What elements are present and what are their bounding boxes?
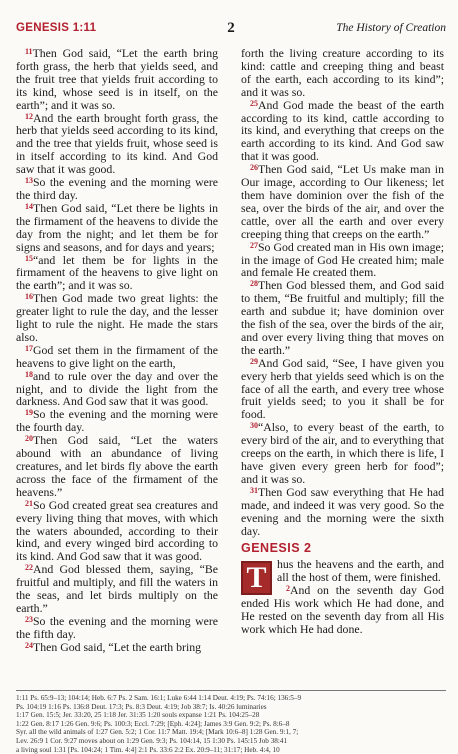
verse-number: 13 xyxy=(25,176,33,186)
verse-number: 30 xyxy=(250,421,258,431)
verse-number: 15 xyxy=(25,253,33,263)
verse-number: 11 xyxy=(25,47,33,56)
verse-text: So God created man in His own image; in the image of God He created him; male and female He created them. xyxy=(241,239,444,280)
verse-text: Then God blessed them, and God said to them, “Be fruitful and multiply; fill the earth and subdue it; have dominion over the fish of the sea, over the birds of the air, and over every living thing that moves on the earth.” xyxy=(241,278,444,357)
verse xyxy=(241,421,444,486)
verse-number: 17 xyxy=(25,343,33,353)
verse-number: 19 xyxy=(25,408,33,418)
verse-text: And on the seventh day God ended His work which He had done, and He rested on the seventh day from all His work which He had done. xyxy=(241,583,444,636)
verse xyxy=(16,202,218,254)
section-title: The History of Creation xyxy=(336,22,446,34)
verse-text: And God made the beast of the earth according to its kind, cattle according to its kind, and everything that creeps on the earth according to its kind. And God saw that it was good. xyxy=(241,97,444,164)
verse-text: And God said, “See, I have given you every herb that yields seed which is on the face of all the earth, and every tree whose fruit yields seed; to you it shall be for food. xyxy=(241,355,444,422)
verse-text: Then God said, “Let Us make man in Our image, according to Our likeness; let them have dominion over the fish of the sea, over the birds of the air, and over the cattle, over all the earth and over every creeping thing that creeps on the earth.” xyxy=(241,162,444,241)
verse xyxy=(241,486,444,538)
verse-text: And the earth brought forth grass, the herb that yields seed according to its kind, and the tree that yields fruit, whose seed is in itself according to its kind. And God saw that it was good. xyxy=(16,110,218,177)
verse-2-1 xyxy=(241,557,444,595)
verse xyxy=(16,615,218,641)
verse-text: Then God said, “Let there be lights in the firmament of the heavens to divide the day from the night; and let them be for signs and seasons, and for days and years; xyxy=(16,200,218,254)
footnote-line: Syr. all the wild animals of 1:27 Gen. 5:2; 1 Cor. 11:7 Matt. 19:4; [Mark 10:6–8] 1:28 Gen. 9:1, 7; xyxy=(16,728,299,737)
verse xyxy=(241,163,444,240)
footnote-line: Lev. 26:9 1 Cor. 9:27 moves about on 1:29 Gen. 9:3; Ps. 104:14, 15 1:30 Ps. 145:15 Job 38:41 xyxy=(16,736,288,745)
verse-text: So the evening and the morning were the fifth day. xyxy=(16,613,218,641)
verse-number: 25 xyxy=(250,98,258,108)
verse-number: 14 xyxy=(25,201,33,211)
verse-text: Then God made two great lights: the greater light to rule the day, and the lesser light to rule the night. He made the stars also. xyxy=(16,291,218,344)
verse xyxy=(16,47,218,112)
verse-text: Then God saw everything that He had made, and indeed it was very good. So the evening and the morning were the sixth day. xyxy=(241,484,444,538)
verse-text: Then God said, “Let the waters abound with an abundance of living creatures, and let birds fly above the earth across the face of the firmament of the heavens.” xyxy=(16,433,218,499)
verse-text: “and let them be for lights in the firmament of the heavens to give light on the earth”; and it was so. xyxy=(16,252,218,293)
verse xyxy=(16,344,218,370)
verse xyxy=(16,434,218,499)
verse-number: 16 xyxy=(25,292,33,302)
verse xyxy=(16,641,218,654)
text-column-right xyxy=(241,47,444,636)
verse xyxy=(241,279,444,356)
footnote-line: 1:11 Ps. 65:9–13; 104:14; Heb. 6:7 Ps. 2 Sam. 16:1; Luke 6:44 1:14 Deut. 4:19; Ps. 74:16; 136:5–9 xyxy=(16,694,302,702)
verse xyxy=(16,176,218,202)
verse-text: So God created great sea creatures and every living thing that moves, with which the waters abounded, according to their kind, and every winged bird according to its kind. And God saw that it was good. xyxy=(16,497,218,564)
verse-number: 23 xyxy=(25,614,33,624)
verse-number: 26 xyxy=(250,163,258,173)
footnote-divider xyxy=(16,690,446,691)
footnote-line: a living soul 1:31 [Ps. 104:24; 1 Tim. 4:4] 2:1 Ps. 33:6 2:2 Ex. 20:9–11; 31:17; Heb. 4:4, 10 xyxy=(16,745,280,754)
verse-number: 20 xyxy=(25,434,33,444)
verse-text: God set them in the firmament of the heavens to give light on the earth, xyxy=(16,342,218,370)
page-header xyxy=(16,22,446,42)
verse-text: hus the heavens and the earth, and all the host of them, were finished. xyxy=(277,557,444,585)
verse-number: 22 xyxy=(25,563,33,573)
drop-cap-letter: T xyxy=(241,561,272,595)
verse-number: 29 xyxy=(250,356,258,366)
verse xyxy=(16,370,218,409)
verse xyxy=(16,292,218,344)
verse-number: 12 xyxy=(25,111,33,121)
cross-reference-footnotes xyxy=(16,694,446,754)
verse-number: 24 xyxy=(25,640,33,650)
verse-text: And God blessed them, saying, “Be fruitful and multiply, and fill the waters in the seas, and let birds multiply on the earth.” xyxy=(16,562,218,615)
text-column-left xyxy=(16,47,218,654)
footnote-line: 1:22 Gen. 8:17 1:26 Gen. 9:6; Ps. 100:3; Eccl. 7:29; [Eph. 4:24]; James 3:9 Gen. 9:2; Ps. 8:6–8 xyxy=(16,719,290,728)
verse xyxy=(16,499,218,564)
verse-number: 28 xyxy=(250,279,258,289)
verse xyxy=(16,408,218,434)
verse-number: 27 xyxy=(250,240,258,250)
footnote-line: Ps. 104:19 1:16 Ps. 136:8 Deut. 17:3; Ps. 8:3 Deut. 4:19; Job 38:7; Is. 40:26 luminaries xyxy=(16,702,267,711)
verse xyxy=(16,563,218,615)
verse xyxy=(241,99,444,164)
verse-text: So the evening and the morning were the third day. xyxy=(16,175,218,202)
verse-text: So the evening and the morning were the fourth day. xyxy=(16,407,218,435)
verse-number: 18 xyxy=(25,369,33,379)
verse-text: “Also, to every beast of the earth, to every bird of the air, and to everything that creeps on the earth, in which there is life, I have given every green herb for food”; and it was so. xyxy=(241,420,444,486)
verse xyxy=(16,112,218,177)
verse xyxy=(241,357,444,422)
chapter-heading: GENESIS 2 xyxy=(241,541,312,556)
verse-continuation: forth the living creature according to its kind: cattle and creeping thing and beast of the earth, each according to its kind”; and it was so. xyxy=(241,46,444,99)
verse xyxy=(241,241,444,280)
verses-right xyxy=(241,99,444,538)
verse-number: 31 xyxy=(250,485,258,495)
page-number: 2 xyxy=(227,20,235,36)
verse-text: and to rule over the day and over the night, and to divide the light from the darkness. And God saw that it was good. xyxy=(16,368,218,409)
chapter-verse-reference: GENESIS 1:11 xyxy=(16,22,97,34)
verse-number: 21 xyxy=(25,498,33,508)
verse xyxy=(16,254,218,293)
verse-text: Then God said, “Let the earth bring forth grass, the herb that yields seed, and the fruit tree that yields fruit according to its kind, whose seed is in itself, on the earth”; and it was so. xyxy=(16,46,218,112)
footnote-line: 1:17 Gen. 15:5; Jer. 33:20, 25 1:18 Jer. 31:35 1:20 souls expanse 1:21 Ps. 104:25–28 xyxy=(16,711,260,720)
verse-text: Then God said, “Let the earth bring xyxy=(33,639,202,654)
verse-number: 2 xyxy=(286,584,290,594)
